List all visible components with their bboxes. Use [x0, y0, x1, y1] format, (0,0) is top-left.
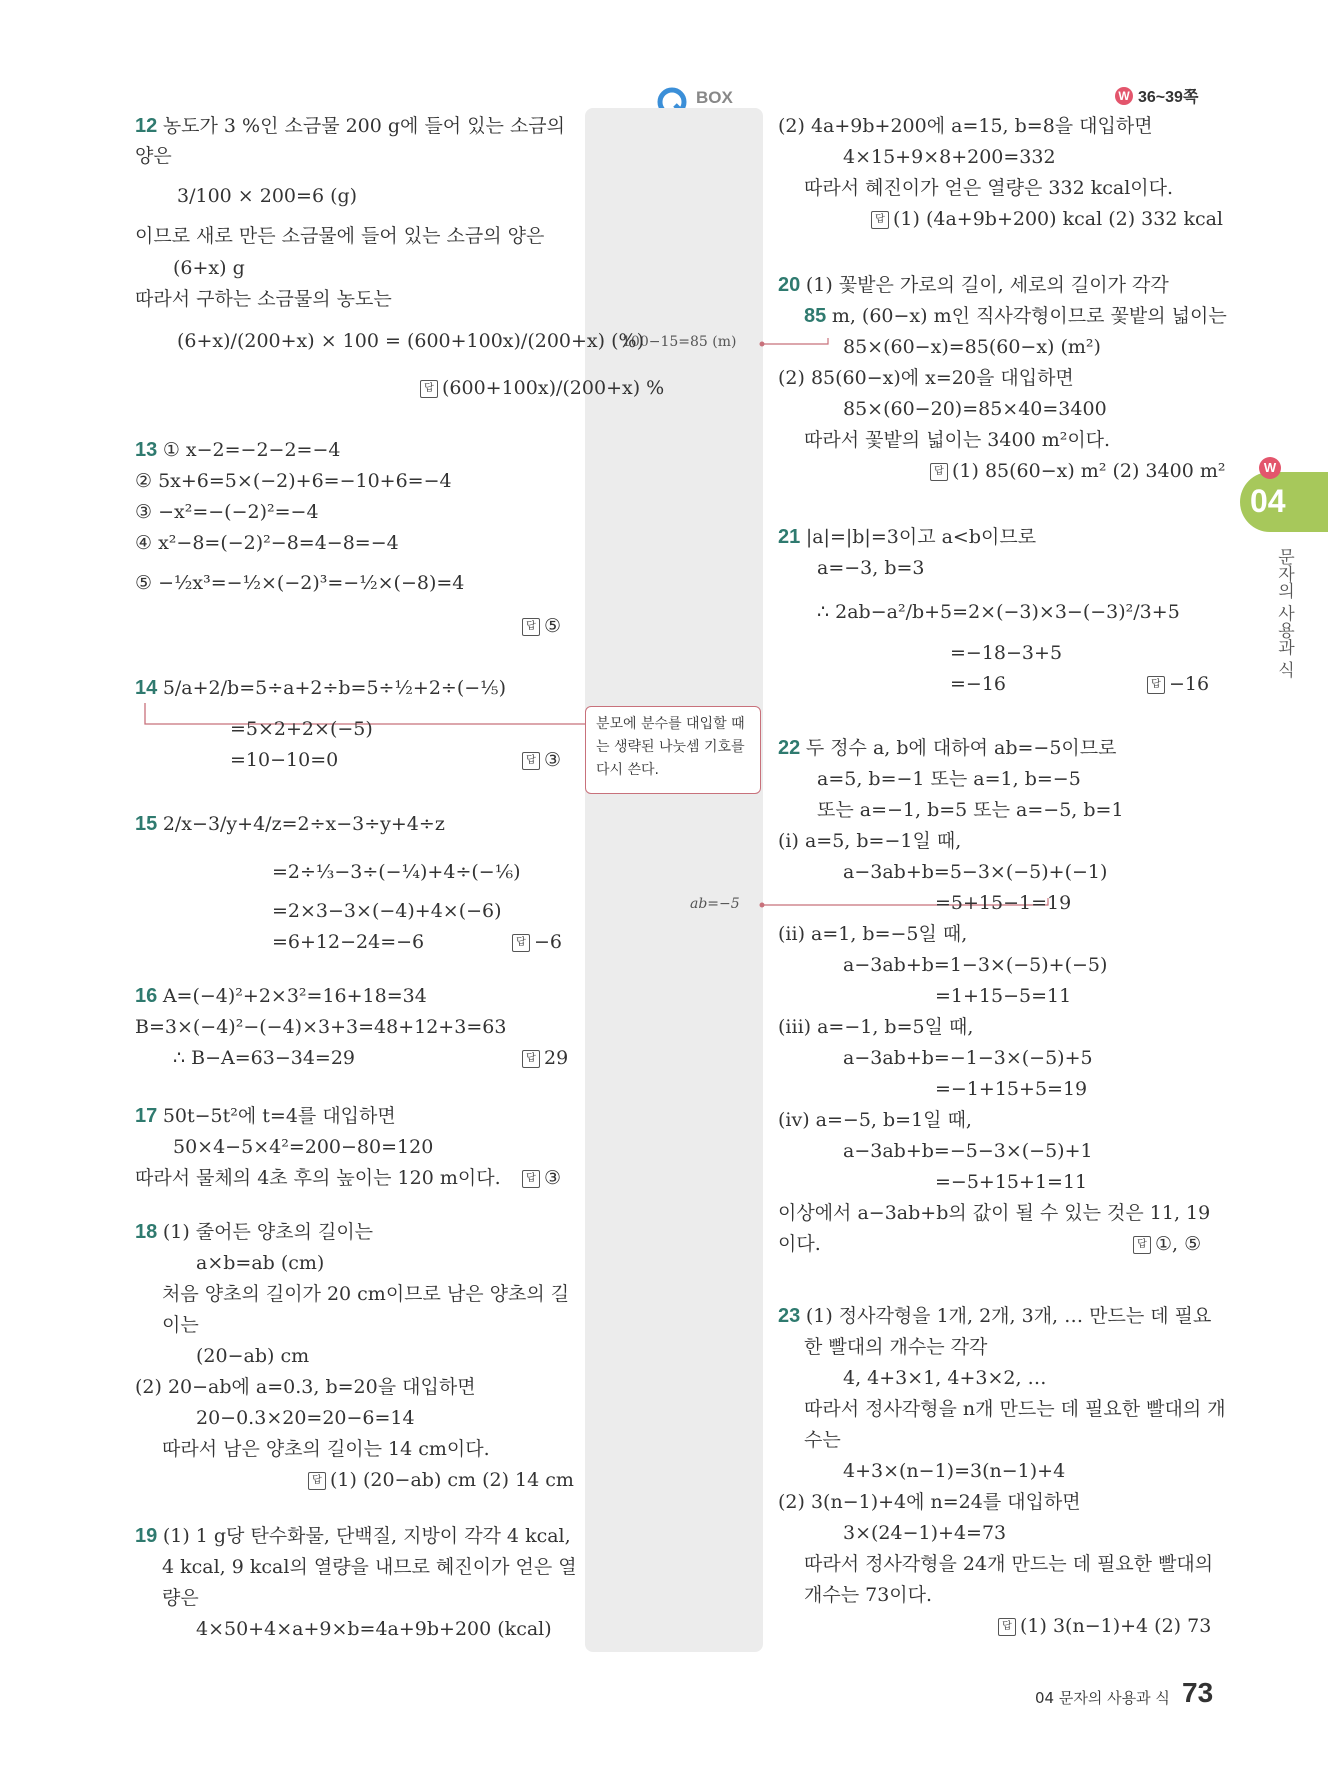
problem-number: 14	[135, 677, 163, 699]
problem-number: 20	[778, 274, 806, 296]
problem-number: 21	[778, 526, 806, 548]
solution-line: 4, 4+3×1, 4+3×2, …	[843, 1367, 1047, 1389]
solution-line: 답 ③	[522, 748, 561, 772]
solution-line: a−3ab+b=5−3×(−5)+(−1)	[843, 861, 1108, 883]
solution-line: =2×3−3×(−4)+4×(−6)	[272, 900, 502, 922]
solution-line: 따라서 정사각형을 n개 만드는 데 필요한 빨대의 개	[804, 1398, 1226, 1420]
answer-icon: 답	[1133, 1236, 1151, 1254]
answer-icon: 답	[522, 1050, 540, 1068]
solution-line: =−16	[950, 673, 1007, 695]
solution-line: 17 50t−5t²에 t=4를 대입하면	[135, 1105, 396, 1127]
solution-line: 4+3×(n−1)=3(n−1)+4	[843, 1460, 1066, 1482]
problem-number: 16	[135, 985, 163, 1007]
solution-line: 15 2/x−3/y+4/z=2÷x−3÷y+4÷z	[135, 813, 445, 835]
page-ref	[1115, 84, 1198, 107]
solution-line: (ii) a=1, b=−5일 때,	[778, 923, 968, 945]
solution-line: 답 (600+100x)/(200+x) %	[420, 376, 664, 400]
problem-number: 23	[778, 1305, 806, 1327]
solution-line: 따라서 정사각형을 24개 만드는 데 필요한 빨대의	[804, 1553, 1214, 1575]
answer-icon: 답	[1147, 676, 1165, 694]
page-ref-text: 36~39쪽	[1138, 89, 1199, 106]
solution-line: 한 빨대의 개수는 각각	[804, 1336, 988, 1358]
solution-line: 85×(60−20)=85×40=3400	[843, 398, 1107, 420]
solution-line: 21 |a|=|b|=3이고 a<b이므로	[778, 526, 1037, 548]
solution-line: 16 A=(−4)²+2×3²=16+18=34	[135, 985, 427, 1007]
solution-line: =5+15−1=19	[935, 892, 1072, 914]
solution-line: ∴ 2ab−a²/b+5=2×(−3)×3−(−3)²/3+5	[817, 601, 1180, 623]
solution-line: 13 ① x−2=−2−2=−4	[135, 439, 341, 461]
solution-line: a=−3, b=3	[817, 557, 925, 579]
solution-line: 답 −6	[512, 930, 562, 954]
solution-line: ② 5x+6=5×(−2)+6=−10+6=−4	[135, 470, 452, 492]
solution-line: 따라서 꽃밭의 넓이는 3400 m²이다.	[804, 429, 1111, 451]
solution-line: 이다.	[778, 1233, 821, 1255]
solution-line: ∴ B−A=63−34=29	[173, 1047, 356, 1069]
solution-line: =−1+15+5=19	[935, 1078, 1088, 1100]
solution-line: 20 (1) 꽃밭은 가로의 길이, 세로의 길이가 각각	[778, 274, 1169, 296]
answer-icon: 답	[930, 463, 948, 481]
w-badge-icon: W	[1115, 87, 1133, 105]
solution-line: (2) 20−ab에 a=0.3, b=20을 대입하면	[135, 1376, 476, 1398]
answer-icon: 답	[998, 1618, 1016, 1636]
box-label: BOX	[696, 88, 733, 107]
side-note-1: 100−15=85 (m)	[622, 334, 737, 350]
solution-line: a−3ab+b=−5−3×(−5)+1	[843, 1140, 1093, 1162]
solution-line: 또는 a=−1, b=5 또는 a=−5, b=1	[817, 799, 1124, 821]
solution-line: 4×15+9×8+200=332	[843, 146, 1056, 168]
solution-line: 처음 양초의 길이가 20 cm이므로 남은 양초의 길	[162, 1283, 570, 1305]
solution-line: =6+12−24=−6	[272, 931, 425, 953]
solution-line: 량은	[162, 1587, 199, 1609]
solution-line: 3×(24−1)+4=73	[843, 1522, 1007, 1544]
solution-line: 답 −16	[1147, 672, 1209, 696]
solution-line: B=3×(−4)²−(−4)×3+3=48+12+3=63	[135, 1016, 507, 1038]
solution-line: 따라서 물체의 4초 후의 높이는 120 m이다.	[135, 1167, 501, 1189]
solution-line: 이므로 새로 만든 소금물에 들어 있는 소금의 양은	[135, 225, 545, 247]
solution-line: =2÷⅓−3÷(−¼)+4÷(−⅙)	[272, 861, 521, 883]
solution-line: ③ −x²=−(−2)²=−4	[135, 501, 319, 523]
solution-line: 19 (1) 1 g당 탄수화물, 단백질, 지방이 각각 4 kcal,	[135, 1525, 571, 1547]
solution-line: (iv) a=−5, b=1일 때,	[778, 1109, 972, 1131]
solution-line: 따라서 혜진이가 얻은 열량은 332 kcal이다.	[804, 177, 1174, 199]
solution-line: a−3ab+b=1−3×(−5)+(−5)	[843, 954, 1108, 976]
side-note-2: ab=−5	[690, 896, 740, 912]
solution-line: =1+15−5=11	[935, 985, 1072, 1007]
solution-line: 따라서 구하는 소금물의 농도는	[135, 288, 392, 310]
problem-number: 19	[135, 1525, 163, 1547]
solution-line: 답 ③	[522, 1166, 561, 1190]
solution-line: 이상에서 a−3ab+b의 값이 될 수 있는 것은 11, 19	[778, 1202, 1211, 1224]
solution-line: 답 (1) (20−ab) cm (2) 14 cm	[308, 1468, 574, 1492]
solution-line: ④ x²−8=(−2)²−8=4−8=−4	[135, 532, 399, 554]
solution-line: 답 (1) (4a+9b+200) kcal (2) 332 kcal	[871, 207, 1223, 231]
answer-icon: 답	[420, 380, 438, 398]
solution-line: 양은	[135, 145, 172, 167]
answer-icon: 답	[522, 752, 540, 770]
solution-line: a=5, b=−1 또는 a=1, b=−5	[817, 768, 1081, 790]
answer-icon: 답	[308, 1472, 326, 1490]
solution-line: 답 ⑤	[522, 614, 561, 638]
problem-number: 12	[135, 115, 163, 137]
problem-number: 85	[804, 305, 832, 327]
solution-line: 답 (1) 85(60−x) m² (2) 3400 m²	[930, 459, 1225, 483]
solution-line: 14 5/a+2/b=5÷a+2÷b=5÷½+2÷(−⅕)	[135, 677, 506, 699]
solution-line: 20−0.3×20=20−6=14	[196, 1407, 415, 1429]
solution-line: 85 m, (60−x) m인 직사각형이므로 꽃밭의 넓이는	[804, 305, 1227, 327]
solution-line: 이는	[162, 1314, 199, 1336]
solution-line: 18 (1) 줄어든 양초의 길이는	[135, 1221, 374, 1243]
problem-number: 18	[135, 1221, 163, 1243]
page-number: 73	[1182, 1677, 1214, 1708]
solution-line: (6+x) g	[173, 257, 245, 279]
solution-line: 수는	[804, 1429, 841, 1451]
solution-line: =10−10=0	[230, 749, 339, 771]
problem-number: 17	[135, 1105, 163, 1127]
solution-line: 답 29	[522, 1046, 568, 1070]
note-box: 분모에 분수를 대입할 때는 생략된 나눗셈 기호를 다시 쓴다.	[585, 706, 761, 794]
solution-line: (2) 3(n−1)+4에 n=24를 대입하면	[778, 1491, 1081, 1513]
footer-title: 04 문자의 사용과 식	[1035, 1689, 1170, 1707]
solution-line: (i) a=5, b=−1일 때,	[778, 830, 962, 852]
solution-line: (2) 85(60−x)에 x=20을 대입하면	[778, 367, 1074, 389]
solution-line: =−5+15+1=11	[935, 1171, 1088, 1193]
solution-line: (2) 4a+9b+200에 a=15, b=8을 대입하면	[778, 115, 1153, 137]
solution-line: a×b=ab (cm)	[196, 1252, 325, 1274]
problem-number: 22	[778, 737, 806, 759]
answer-icon: 답	[522, 618, 540, 636]
solution-line: 답 (1) 3(n−1)+4 (2) 73	[998, 1614, 1211, 1638]
chapter-title: 문자의 사용과 식	[1274, 548, 1294, 678]
solution-line: 23 (1) 정사각형을 1개, 2개, 3개, … 만드는 데 필요	[778, 1305, 1212, 1327]
solution-line: 답 ①, ⑤	[1133, 1232, 1201, 1256]
answer-icon: 답	[522, 1170, 540, 1188]
solution-line: 따라서 남은 양초의 길이는 14 cm이다.	[162, 1438, 490, 1460]
solution-line: 3/100 × 200=6 (g)	[177, 185, 358, 207]
solution-line: 개수는 73이다.	[804, 1584, 933, 1606]
solution-line: (iii) a=−1, b=5일 때,	[778, 1016, 974, 1038]
solution-line: 22 두 정수 a, b에 대하여 ab=−5이므로	[778, 737, 1117, 759]
chapter-w-icon: W	[1259, 457, 1281, 479]
side-connector-1	[758, 336, 833, 356]
solution-line: 85×(60−x)=85(60−x) (m²)	[843, 336, 1101, 358]
answer-icon: 답	[871, 211, 889, 229]
problem-number: 13	[135, 439, 163, 461]
answer-icon: 답	[512, 934, 530, 952]
problem-number: 15	[135, 813, 163, 835]
solution-line: (20−ab) cm	[196, 1345, 310, 1367]
solution-line: =−18−3+5	[950, 642, 1063, 664]
solution-line: =5×2+2×(−5)	[230, 718, 373, 740]
solution-line: ⑤ −½x³=−½×(−2)³=−½×(−8)=4	[135, 572, 465, 594]
solution-line: a−3ab+b=−1−3×(−5)+5	[843, 1047, 1093, 1069]
solution-line: 12 농도가 3 %인 소금물 200 g에 들어 있는 소금의	[135, 115, 566, 137]
solution-line: (6+x)/(200+x) × 100 = (600+100x)/(200+x) (%)	[177, 330, 644, 352]
solution-line: 4×50+4×a+9×b=4a+9b+200 (kcal)	[196, 1618, 552, 1640]
chapter-number: 04	[1250, 483, 1286, 519]
solution-line: 50×4−5×4²=200−80=120	[173, 1136, 434, 1158]
solution-line: 4 kcal, 9 kcal의 열량을 내므로 혜진이가 얻은 열	[162, 1556, 577, 1578]
